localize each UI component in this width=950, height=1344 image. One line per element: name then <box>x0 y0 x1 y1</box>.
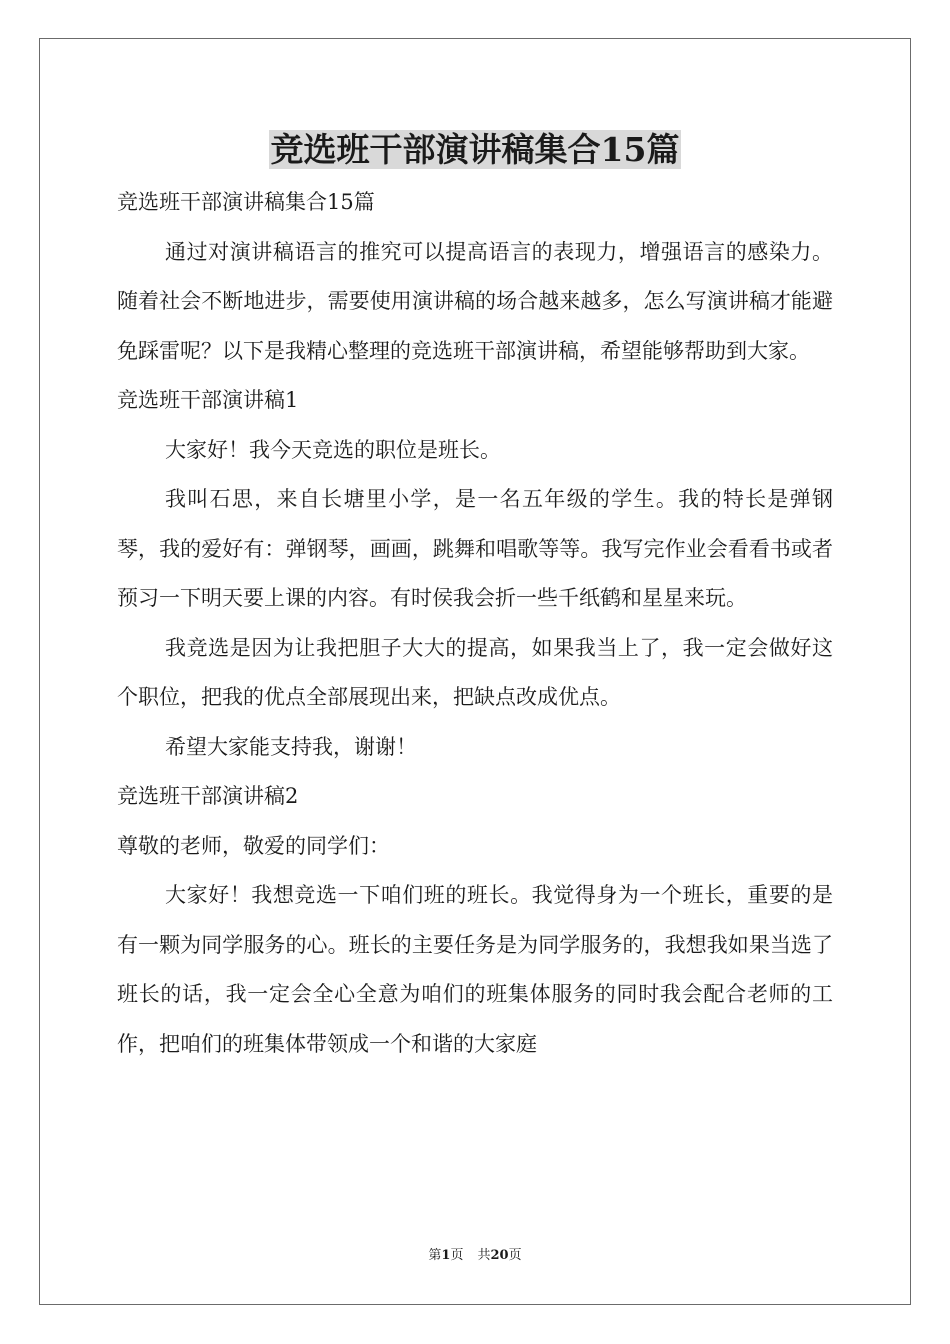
paragraph-closing: 希望大家能支持我，谢谢！ <box>165 734 417 759</box>
paragraph-self-intro: 我叫石思，来自长塘里小学，是一名五年级的学生。我的特长是弹钢琴，我的爱好有：弹钢琴，画画，跳舞和唱歌等等。我写完作业会看看书或者预习一下明天要上课的内容。有时侯我会折一些千纸鹤和星星来玩。 <box>117 487 833 610</box>
footer-page-number: 1 <box>441 1248 451 1263</box>
footer-page-suffix: 页 <box>450 1248 464 1263</box>
paragraph-intro: 通过对演讲稿语言的推究可以提高语言的表现力，增强语言的感染力。随着社会不断地进步，需要使用演讲稿的场合越来越多，怎么写演讲稿才能避免踩雷呢？以下是我精心整理的竞选班干部演讲稿，希望能够帮助到大家。 <box>117 239 833 363</box>
footer-total-prefix: 共 <box>477 1248 491 1263</box>
paragraph-reason: 我竞选是因为让我把胆子大大的提高，如果我当上了，我一定会做好这个职位，把我的优点全部展现出来，把缺点改成优点。 <box>117 635 833 709</box>
paragraph-salutation: 尊敬的老师，敬爱的同学们： <box>117 833 390 858</box>
footer-page-prefix: 第 <box>428 1248 442 1263</box>
section-heading-2: 竞选班干部演讲稿2 <box>117 784 299 808</box>
document-body <box>117 178 833 1069</box>
paragraph-speech-2: 大家好！我想竞选一下咱们班的班长。我觉得身为一个班长，重要的是有一颗为同学服务的心。班长的主要任务是为同学服务的，我想我如果当选了班长的话，我一定会全心全意为咱们的班集体服务的同时我会配合老师的工作，把咱们的班集体带领成一个和谐的大家庭 <box>117 883 833 1056</box>
page-footer <box>0 1246 950 1266</box>
section-heading-1: 竞选班干部演讲稿1 <box>117 388 299 412</box>
paragraph-heading: 竞选班干部演讲稿集合15篇 <box>117 190 375 214</box>
document-title-text: 竞选班干部演讲稿集合15篇 <box>270 130 680 169</box>
paragraph-greeting: 大家好！我今天竞选的职位是班长。 <box>165 437 501 462</box>
footer-total-pages: 20 <box>490 1248 509 1263</box>
document-title <box>0 128 950 172</box>
footer-total-suffix: 页 <box>508 1248 522 1263</box>
